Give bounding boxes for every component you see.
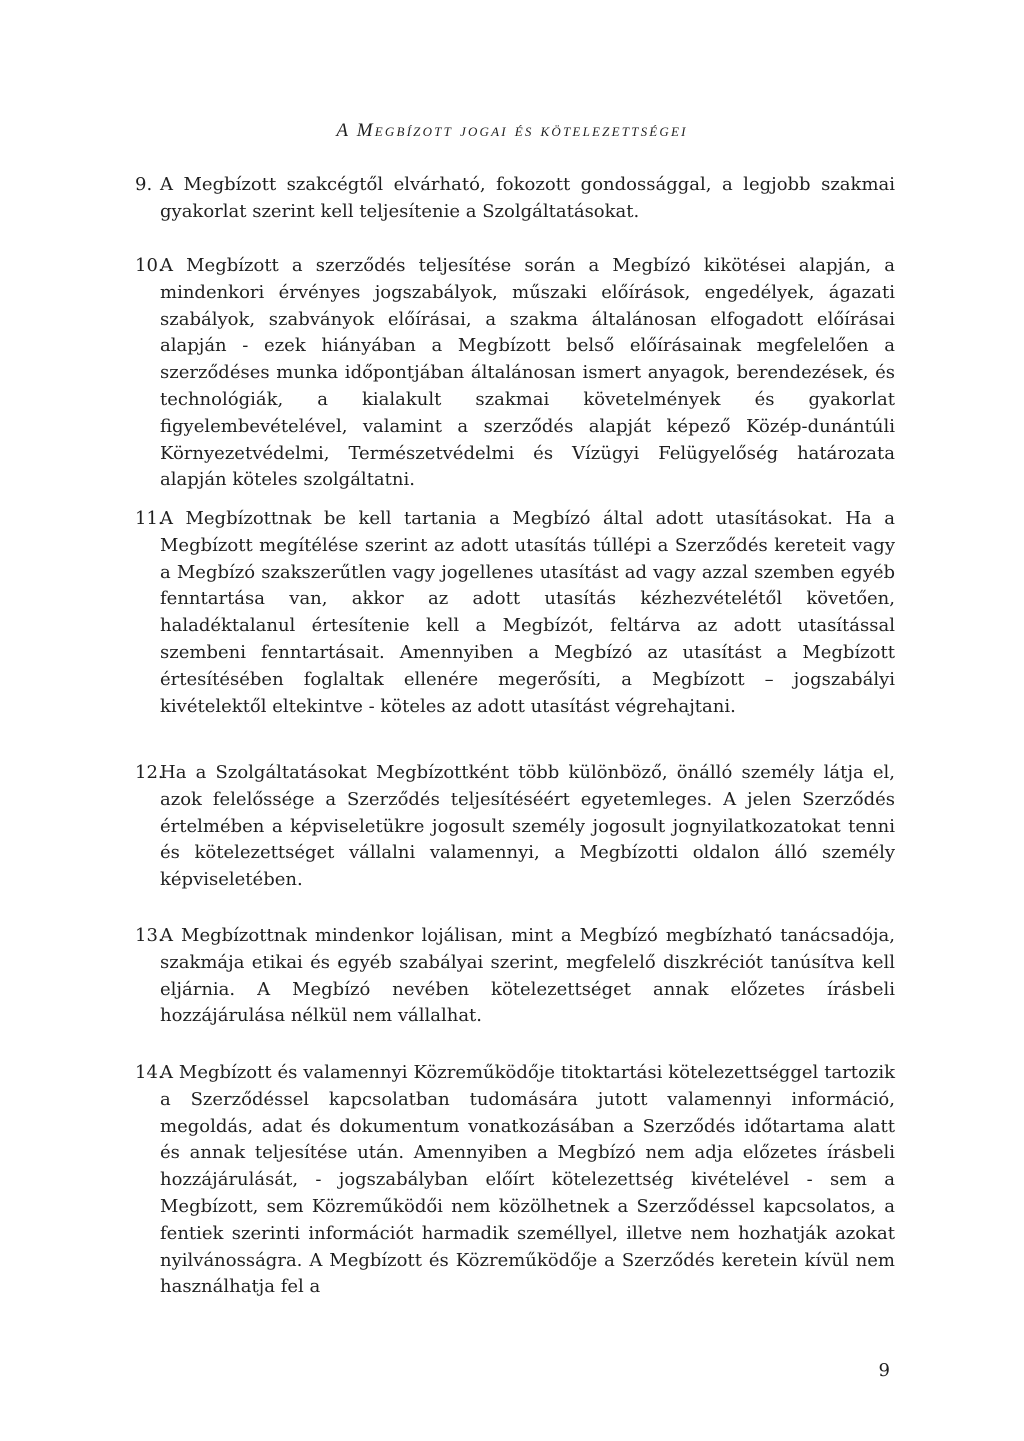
clause-text: A Megbízott szakcégtől elvárható, fokozott gondossággal, a legjobb szakmai gyakorlat szerint kell teljesítenie a Szolgáltatásokat. — [160, 174, 895, 222]
clause-text: A Megbízottnak mindenkor lojálisan, mint a Megbízó megbízható tanácsadója, szakmája etikai és egyéb szabályai szerint, megfelelő diszkréciót tanúsítva kell eljárnia. A Megbízó nevében kötelezettséget annak előzetes írásbeli hozzájárulása nélkül nem vállalhat. — [160, 925, 895, 1027]
section-title: A Megbízott jogai és kötelezettségei — [336, 120, 688, 141]
clause-number: 14. — [135, 1062, 164, 1083]
clause-text: Ha a Szolgáltatásokat Megbízottként több különböző, önálló személy látja el, azok felelőssége a Szerződés teljesítéséért egyetemleges. A jelen Szerződés értelmében a képviseletükre jogosult személy jogosult jognyilatkozatokat tenni és kötelezettséget vállalni valamennyi, a Megbízotti oldalon álló személy képviseletében. — [160, 762, 895, 891]
clause-number: 13. — [135, 925, 164, 946]
clause-12 — [135, 760, 895, 894]
clause-text: A Megbízott a szerződés teljesítése során a Megbízó kikötései alapján, a mindenkori érvényes jogszabályok, műszaki előírások, engedélyek, ágazati szabályok, szabványok előírásai, a szakma általánosan elfogadott előírásai alapján - ezek hiányában a Megbízott belső előírásainak megfelelően a szerződéses munka időpontjában általánosan ismert anyagok, berendezések, és technológiák, a kialakult szakmai követelmények és gyakorlat figyelembevételével, valamint a szerződés alapját képező Közép-dunántúli Környezetvédelmi, Természetvédelmi és Vízügyi Felügyelőség határozata alapján köteles szolgáltatni. — [160, 255, 895, 491]
clause-number: 9. — [135, 174, 153, 195]
clause-number: 10. — [135, 255, 164, 276]
clause-10 — [135, 253, 895, 494]
clause-text: A Megbízottnak be kell tartania a Megbízó által adott utasításokat. Ha a Megbízott megítélése szerint az adott utasítás túllépi a Szerződés kereteit vagy a Megbízó szakszerűtlen vagy jogellenes utasítást ad vagy azzal szemben egyéb fenntartása van, akkor az adott utasítás kézhezvételétől követően, haladéktalanul értesítenie kell a Megbízót, feltárva az adott utasítással szembeni fenntartásait. Amennyiben a Megbízó az utasítást a Megbízott értesítésében foglaltak ellenére megerősíti, a Megbízott – jogszabályi kivételektől eltekintve - köteles az adott utasítást végrehajtani. — [160, 508, 895, 717]
clause-14 — [135, 1060, 895, 1301]
clause-number: 12. — [135, 762, 164, 783]
clause-9 — [135, 172, 895, 226]
clause-text: A Megbízott és valamennyi Közreműködője titoktartási kötelezettséggel tartozik a Szerződéssel kapcsolatban tudomására jutott valamennyi információ, megoldás, adat és dokumentum vonatkozásában a Szerződés időtartama alatt és annak teljesítése után. Amennyiben a Megbízó nem adja előzetes írásbeli hozzájárulását, - jogszabályban előírt kötelezettség kivételével - sem a Megbízott, sem Közreműködői nem közölhetnek a Szerződéssel kapcsolatos, a fentiek szerinti információt harmadik személlyel, illetve nem hozhatják azokat nyilvánosságra. A Megbízott és Közreműködője a Szerződés keretein kívül nem használhatja fel a — [160, 1062, 895, 1298]
clause-number: 11. — [135, 508, 164, 529]
clause-11 — [135, 506, 895, 720]
page-number: 9 — [878, 1360, 890, 1381]
clause-13 — [135, 923, 895, 1030]
